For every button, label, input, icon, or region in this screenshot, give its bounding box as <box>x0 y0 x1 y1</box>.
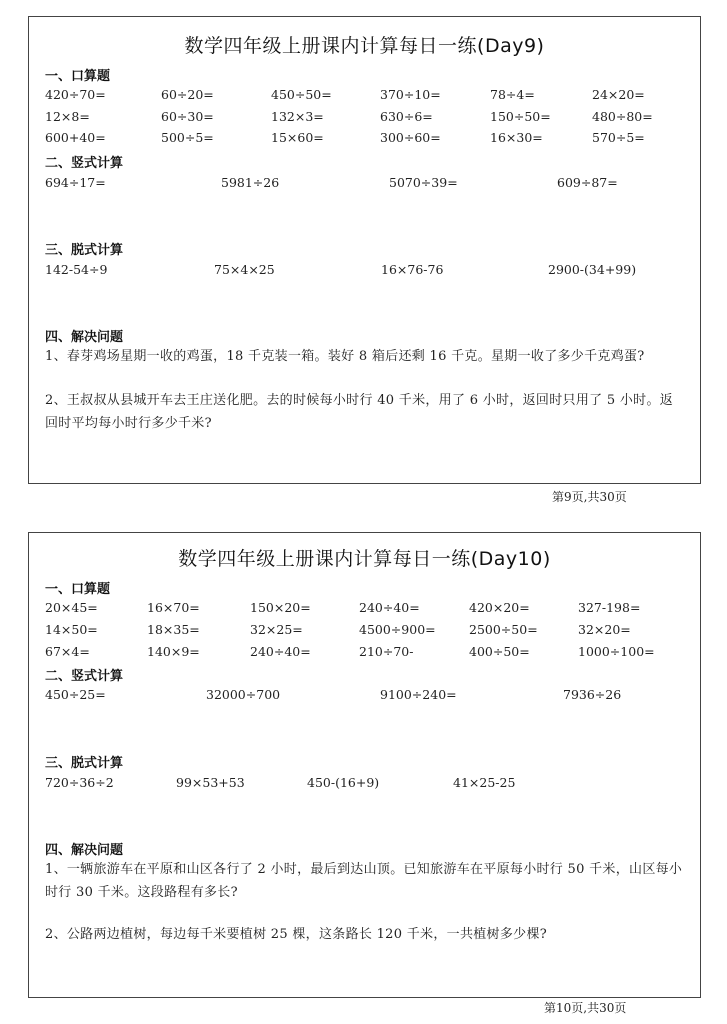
oral-item: 24×20= <box>592 87 645 102</box>
page-number: 第9页,共30页 <box>552 490 627 504</box>
worksheet-day10 <box>28 532 701 998</box>
oral-item: 210÷70- <box>359 644 414 659</box>
word-problem: 1、一辆旅游车在平原和山区各行了 2 小时，最后到达山顶。已知旅游车在平原每小时行 50 千米，山区每小时行 30 千米。这段路程有多长? <box>45 862 683 900</box>
oral-item: 140×9= <box>147 644 200 659</box>
stepwise-item: 720÷36÷2 <box>45 775 114 790</box>
vertical-item: 450÷25= <box>45 687 106 702</box>
oral-item: 150÷50= <box>490 109 551 124</box>
word-problem: 2、公路两边植树，每边每千米要植树 25 棵，这条路长 120 千米，一共植树多少棵? <box>45 927 548 942</box>
oral-item: 450÷50= <box>271 87 332 102</box>
oral-item: 4500÷900= <box>359 622 436 637</box>
stepwise-item: 2900-(34+99) <box>548 262 637 277</box>
section-vertical-heading: 二、竖式计算 <box>45 156 124 171</box>
oral-item: 16×30= <box>490 130 543 145</box>
word-problem: 2、王叔叔从县城开车去王庄送化肥。去的时候每小时行 40 千米，用了 6 小时，返回时只用了 5 小时。返回时平均每小时行多少千米? <box>45 393 674 431</box>
oral-item: 2500÷50= <box>469 622 538 637</box>
stepwise-item: 99×53+53 <box>176 775 245 790</box>
oral-item: 240÷40= <box>250 644 311 659</box>
oral-item: 630÷6= <box>380 109 433 124</box>
page-title: 数学四年级上册课内计算每日一练(Day9) <box>184 35 545 57</box>
oral-item: 67×4= <box>45 644 90 659</box>
oral-item: 480÷80= <box>592 109 653 124</box>
oral-item: 570÷5= <box>592 130 645 145</box>
oral-item: 500÷5= <box>161 130 214 145</box>
section-problems-heading: 四、解决问题 <box>45 330 124 345</box>
page-number: 第10页,共30页 <box>544 1001 627 1015</box>
oral-item: 12×8= <box>45 109 90 124</box>
worksheet-day9 <box>28 16 701 484</box>
stepwise-item: 142-54÷9 <box>45 262 108 277</box>
oral-item: 14×50= <box>45 622 98 637</box>
oral-item: 600+40= <box>45 130 106 145</box>
section-oral-heading: 一、口算题 <box>45 69 111 84</box>
oral-item: 240÷40= <box>359 600 420 615</box>
word-problem: 1、春芽鸡场星期一收的鸡蛋，18 千克装一箱。装好 8 箱后还剩 16 千克。星期一收了多少千克鸡蛋? <box>45 349 645 364</box>
oral-item: 420×20= <box>469 600 530 615</box>
vertical-item: 32000÷700 <box>206 687 281 702</box>
oral-item: 400÷50= <box>469 644 530 659</box>
oral-item: 16×70= <box>147 600 200 615</box>
vertical-item: 7936÷26 <box>563 687 622 702</box>
vertical-item: 694÷17= <box>45 175 106 190</box>
section-vertical-heading: 二、竖式计算 <box>45 669 124 684</box>
vertical-item: 609÷87= <box>557 175 618 190</box>
section-stepwise-heading: 三、脱式计算 <box>45 243 124 258</box>
vertical-item: 5070÷39= <box>389 175 458 190</box>
stepwise-item: 75×4×25 <box>214 262 275 277</box>
section-stepwise-heading: 三、脱式计算 <box>45 756 124 771</box>
oral-item: 18×35= <box>147 622 200 637</box>
oral-item: 32×20= <box>578 622 631 637</box>
oral-item: 370÷10= <box>380 87 441 102</box>
oral-item: 150×20= <box>250 600 311 615</box>
stepwise-item: 16×76-76 <box>381 262 444 277</box>
oral-item: 1000÷100= <box>578 644 655 659</box>
oral-item: 32×25= <box>250 622 303 637</box>
section-problems-heading: 四、解决问题 <box>45 843 124 858</box>
oral-item: 420÷70= <box>45 87 106 102</box>
oral-item: 132×3= <box>271 109 324 124</box>
oral-item: 60÷20= <box>161 87 214 102</box>
oral-item: 20×45= <box>45 600 98 615</box>
vertical-item: 9100÷240= <box>380 687 457 702</box>
stepwise-item: 41×25-25 <box>453 775 516 790</box>
oral-item: 327-198= <box>578 600 641 615</box>
oral-item: 60÷30= <box>161 109 214 124</box>
oral-item: 78÷4= <box>490 87 535 102</box>
oral-item: 15×60= <box>271 130 324 145</box>
section-oral-heading: 一、口算题 <box>45 582 111 597</box>
oral-item: 300÷60= <box>380 130 441 145</box>
page-title: 数学四年级上册课内计算每日一练(Day10) <box>178 548 551 570</box>
vertical-item: 5981÷26 <box>221 175 280 190</box>
stepwise-item: 450-(16+9) <box>307 775 380 790</box>
